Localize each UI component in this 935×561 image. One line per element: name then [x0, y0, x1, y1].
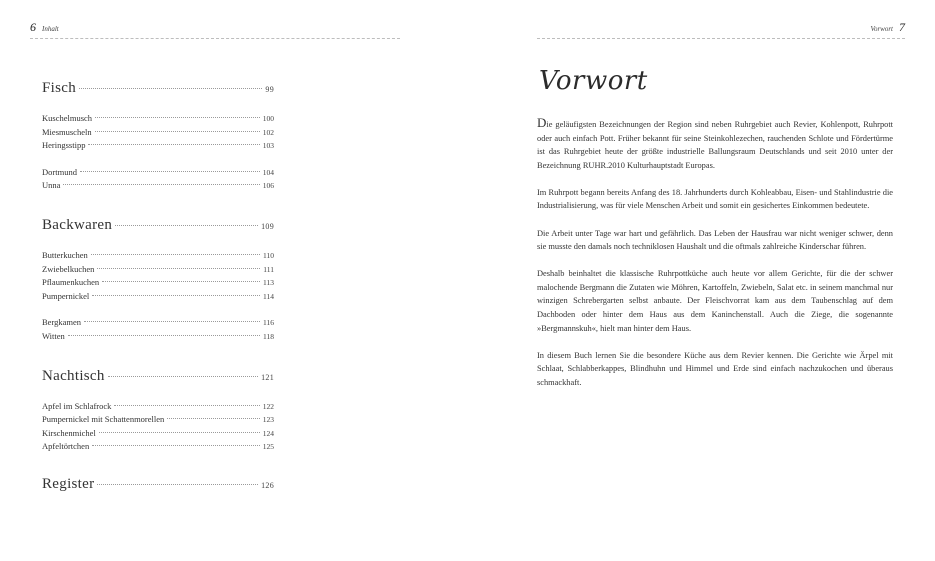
right-folio: 7 [899, 20, 905, 34]
toc-heading-title: Register [42, 475, 95, 492]
right-running-head-label: Vorwort [870, 25, 893, 33]
dot-leader [102, 281, 260, 282]
dot-leader [97, 268, 260, 269]
toc-entry-label: Apfel im Schlafrock [42, 400, 112, 411]
toc-group [42, 249, 274, 303]
toc-section-nachtisch [42, 366, 274, 454]
dot-leader [88, 144, 259, 145]
drop-cap: D [537, 115, 547, 130]
toc-entry-page: 124 [262, 428, 274, 438]
toc-entry[interactable] [42, 276, 274, 290]
foreword-paragraph: Die Arbeit unter Tage war hart und gefährlich. Das Leben der Hausfrau war nicht weniger schwer, denn sie musste den damals noch techniklosen Haushalt und die oftmals zahlreiche Kinderschar führen. [537, 228, 893, 252]
left-running-head [30, 20, 59, 35]
toc-entry-page: 106 [262, 181, 274, 191]
toc-heading[interactable] [42, 78, 274, 100]
dot-leader [97, 484, 258, 485]
right-header-rule [537, 38, 905, 41]
toc-entry[interactable] [42, 316, 274, 330]
toc-entry-label: Heringsstipp [42, 140, 86, 151]
toc-entry-label: Pflaumenkuchen [42, 277, 100, 288]
toc-section-backwaren [42, 215, 274, 344]
toc-entry-label: Miesmuscheln [42, 126, 92, 137]
toc-heading[interactable] [42, 215, 274, 237]
toc-entry[interactable] [42, 126, 274, 140]
right-page [467, 0, 935, 561]
left-running-head-label: Inhalt [42, 25, 59, 33]
toc-group [42, 112, 274, 153]
toc-entry[interactable] [42, 112, 274, 126]
left-header-rule [30, 38, 400, 41]
section-spacer [42, 193, 274, 215]
toc-heading-page: 126 [261, 480, 274, 490]
table-of-contents [42, 78, 274, 496]
toc-entry[interactable] [42, 249, 274, 263]
dot-leader [92, 295, 260, 296]
toc-heading-title: Backwaren [42, 216, 113, 233]
left-folio: 6 [30, 20, 36, 34]
foreword-paragraph [537, 116, 893, 172]
toc-entry-label: Kuschelmusch [42, 113, 93, 123]
paragraph-text: ie geläufigsten Bezeichnungen der Region sind neben Ruhrgebiet auch Revier, Kohlenpott, Ruhrpott oder auch einfach Pott. Früher bekannt für seine Steinkohlezechen, rauchenden Schlote und Fördertürme ist das Ruhrgebiet heute der größte industrielle Ballungsraum Deutschlands und seit 2010 unter der Bezeichnung RUHR.2010 Kulturhauptstadt Europas. [537, 120, 893, 170]
dot-leader [99, 432, 260, 433]
toc-entry[interactable] [42, 290, 274, 304]
toc-heading-page: 121 [261, 372, 274, 382]
toc-entry-label: Apfeltörtchen [42, 441, 90, 452]
foreword-paragraph: Im Ruhrpott begann bereits Anfang des 18. Jahrhunderts durch Kohleabbau, Eisen- und Stahlindustrie die Industrialisierung, was für viele Menschen Arbeit und somit ein gesichertes Einkommen bedeutete. [537, 187, 893, 211]
dot-leader [63, 184, 259, 185]
toc-section-register [42, 474, 274, 496]
toc-entry-label: Witten [42, 330, 65, 341]
toc-entry-page: 123 [262, 415, 274, 425]
toc-entry-label: Bergkamen [42, 317, 82, 328]
toc-entry-label: Pumpernickel mit Schattenmorellen [42, 414, 165, 425]
dot-leader [91, 254, 260, 255]
toc-heading-page: 99 [265, 85, 274, 94]
toc-entry-page: 118 [263, 331, 274, 341]
toc-entry-page: 103 [262, 141, 274, 151]
dot-leader [84, 321, 260, 322]
toc-group [42, 400, 274, 454]
toc-entry[interactable] [42, 400, 274, 414]
toc-entry[interactable] [42, 179, 274, 193]
toc-entry-label: Butterkuchen [42, 249, 88, 260]
toc-heading-page: 109 [261, 221, 274, 231]
toc-entry-label: Zwiebelkuchen [42, 263, 95, 274]
toc-entry-label: Pumpernickel [42, 290, 90, 301]
dot-leader [167, 418, 259, 419]
dot-leader [80, 171, 260, 172]
toc-group [42, 166, 274, 193]
toc-entry[interactable] [42, 427, 274, 441]
toc-entry-page: 122 [262, 401, 274, 411]
toc-section-fisch [42, 78, 274, 193]
dot-leader [108, 376, 258, 377]
section-spacer [42, 454, 274, 474]
dot-leader [95, 131, 260, 132]
dot-leader [79, 88, 262, 89]
toc-entry-page: 110 [263, 250, 274, 260]
toc-entry-page: 114 [263, 291, 274, 301]
dot-leader [92, 445, 260, 446]
toc-entry-page: 111 [263, 264, 274, 274]
toc-entry[interactable] [42, 263, 274, 277]
toc-heading-title: Fisch [42, 80, 77, 96]
toc-entry-label: Kirschenmichel [42, 427, 96, 438]
toc-entry-label: Unna [42, 180, 61, 191]
toc-entry-label: Dortmund [42, 166, 77, 177]
dot-leader [68, 335, 260, 336]
toc-entry[interactable] [42, 330, 274, 344]
toc-heading[interactable] [42, 366, 274, 388]
dot-leader [115, 225, 258, 226]
foreword-paragraph: Deshalb beinhaltet die klassische Ruhrpottküche auch heute vor allem Gerichte, für die der schwer malochende Bergmann die Zutaten wie Möhren, Kartoffeln, Zwiebeln, Salat etc. in seinem manchmal nur winzigen Schrebergarten selbst anbaute. Der Fleischvorrat kam aus dem Taubenschlag auf dem Dachboden oder hinter dem Haus aus dem Kaninchenstall. Auch die Ziege, die sogenannte »Bergmannskuh«, hielt man hinter dem Haus. [537, 269, 893, 333]
toc-entry[interactable] [42, 413, 274, 427]
foreword [537, 64, 893, 403]
toc-entry-page: 104 [262, 167, 274, 177]
dot-leader [95, 117, 260, 118]
foreword-paragraph: In diesem Buch lernen Sie die besondere Küche aus dem Revier kennen. Die Gerichte wie Ärpel mit Schlaat, Schlabberkappes, Blindhuhn und Himmel und Erde sind einfach nachzukochen und überaus schmackhaft. [537, 350, 893, 387]
toc-entry-page: 113 [263, 278, 274, 288]
left-page [0, 0, 467, 561]
dot-leader [114, 405, 259, 406]
toc-entry[interactable] [42, 166, 274, 180]
toc-entry-page: 125 [262, 442, 274, 452]
toc-entry-page: 100 [262, 114, 274, 123]
toc-entry-page: 116 [263, 318, 274, 328]
toc-heading[interactable] [42, 474, 274, 496]
right-running-head [870, 20, 905, 35]
toc-group [42, 316, 274, 343]
foreword-title: Vorwort [539, 66, 648, 96]
section-spacer [42, 344, 274, 366]
toc-entry-page: 102 [262, 127, 274, 137]
toc-entry[interactable] [42, 139, 274, 153]
toc-entry[interactable] [42, 440, 274, 454]
toc-heading-title: Nachtisch [42, 367, 105, 384]
